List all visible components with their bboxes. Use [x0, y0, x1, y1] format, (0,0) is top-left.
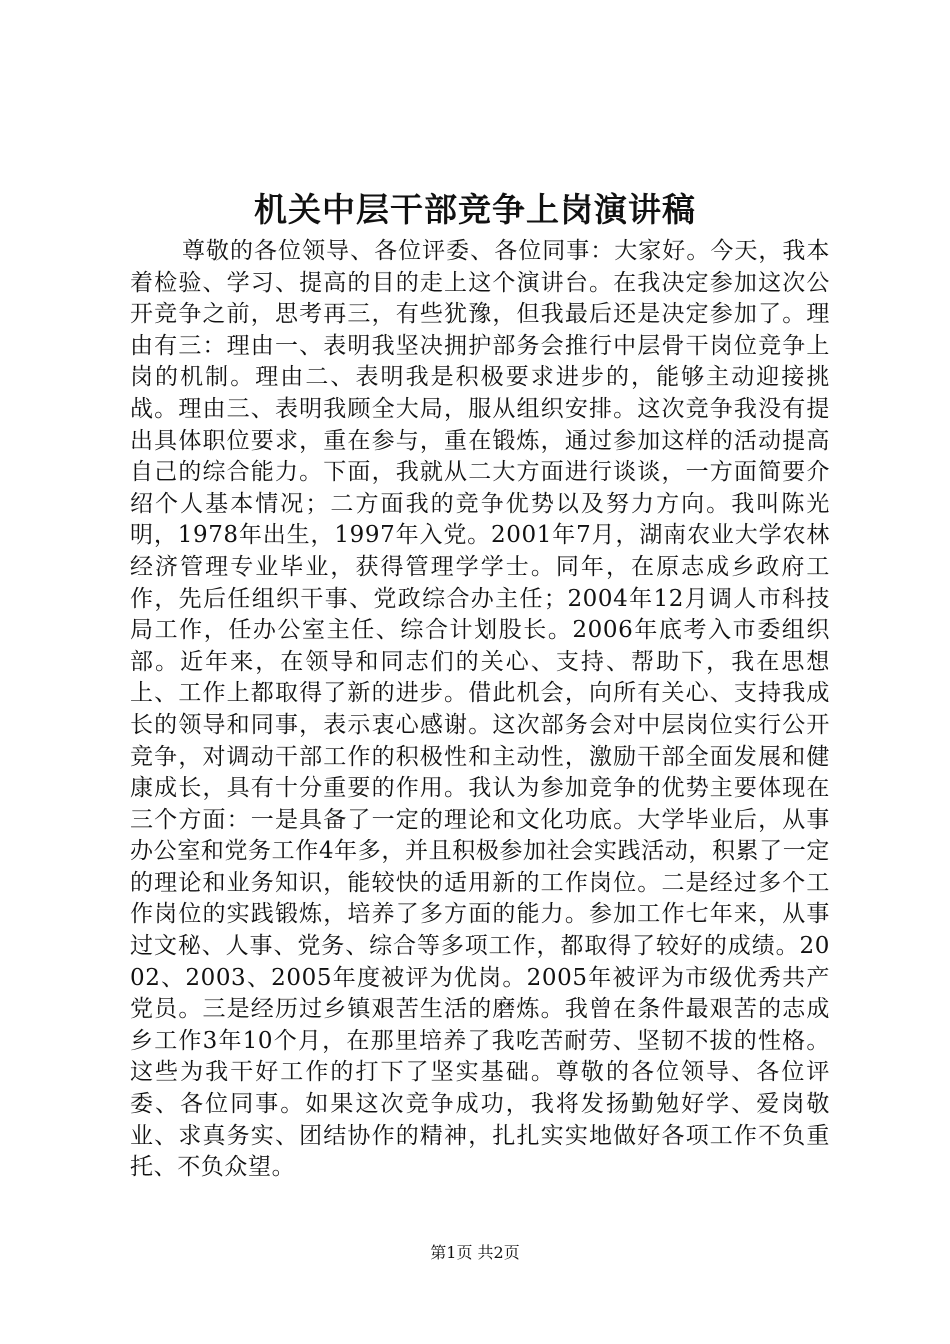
document-title: 机关中层干部竞争上岗演讲稿 — [254, 190, 696, 229]
document-body: 尊敬的各位领导、各位评委、各位同事：大家好。今天，我本着检验、学习、提高的目的走上这个演讲台。在我决定参加这次公开竞争之前，思考再三，有些犹豫，但我最后还是决定参加了。理由有三：理由一、表明我坚决拥护部务会推行中层骨干岗位竞争上岗的机制。理由二、表明我是积极要求进步的，能够主动迎接挑战。理由三、表明我顾全大局，服从组织安排。这次竞争我没有提出具体职位要求，重在参与，重在锻炼，通过参加这样的活动提高自己的综合能力。下面，我就从二大方面进行谈谈，一方面简要介绍个人基本情况；二方面我的竞争优势以及努力方向。我叫陈光明，1978年出生，1997年入党。2001年7月，湖南农业大学农林经济管理专业毕业，获得管理学学士。同年，在原志成乡政府工作，先后任组织干事、党政综合办主任；2004年12月调人市科技局工作，任办公室主任、综合计划股长。2006年底考入市委组织部。近年来，在领导和同志们的关心、支持、帮助下，我在思想上、工作上都取得了新的进步。借此机会，向所有关心、支持我成长的领导和同事，表示衷心感谢。这次部务会对中层岗位实行公开竞争，对调动干部工作的积极性和主动性，激励干部全面发展和健康成长，具有十分重要的作用。我认为参加竞争的优势主要体现在三个方面：一是具备了一定的理论和文化功底。大学毕业后，从事办公室和党务工作4年多，并且积极参加社会实践活动，积累了一定的理论和业务知识，能较快的适用新的工作岗位。二是经过多个工作岗位的实践锻炼，培养了多方面的能力。参加工作七年来，从事过文秘、人事、党务、综合等多项工作，都取得了较好的成绩。2002、2003、2005年度被评为优岗。2005年被评为市级优秀共产党员。三是经历过乡镇艰苦生活的磨炼。我曾在条件最艰苦的志成乡工作3年10个月，在那里培养了我吃苦耐劳、坚韧不拔的性格。这些为我干好工作的打下了坚实基础。尊敬的各位领导、各位评委、各位同事。如果这次竞争成功，我将发扬勤勉好学、爱岗敬业、求真务实、团结协作的精神，扎扎实实地做好各项工作不负重托、不负众望。 — [130, 238, 830, 1181]
page-footer: 第1页 共2页 — [430, 1243, 520, 1262]
